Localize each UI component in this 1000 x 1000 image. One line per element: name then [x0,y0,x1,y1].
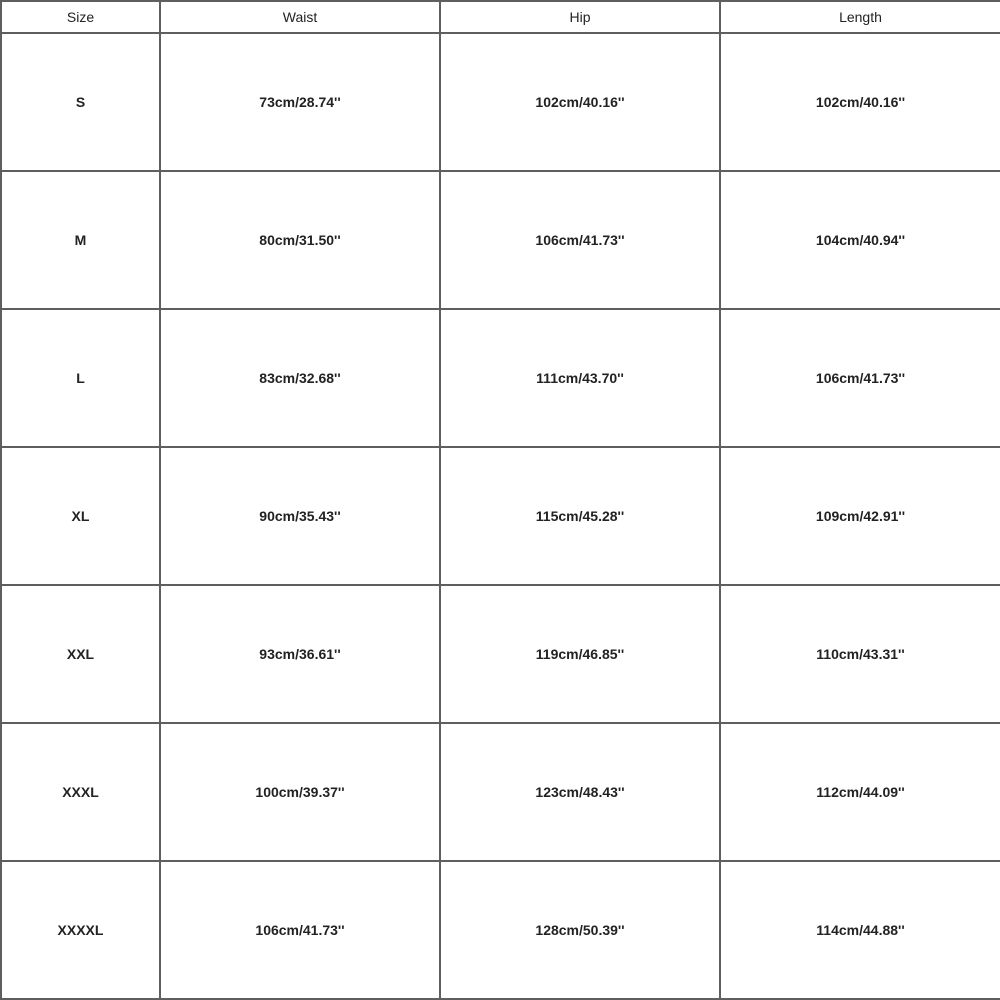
waist-cell: 100cm/39.37'' [160,723,440,861]
size-cell: XXXL [1,723,160,861]
hip-cell: 123cm/48.43'' [440,723,720,861]
hip-cell: 111cm/43.70'' [440,309,720,447]
header-size: Size [1,1,160,33]
length-cell: 114cm/44.88'' [720,861,1000,999]
table-row [1,861,1000,999]
table-header [1,1,1000,33]
waist-cell: 93cm/36.61'' [160,585,440,723]
table-row [1,723,1000,861]
hip-cell: 115cm/45.28'' [440,447,720,585]
hip-cell: 128cm/50.39'' [440,861,720,999]
header-length: Length [720,1,1000,33]
length-cell: 104cm/40.94'' [720,171,1000,309]
header-hip: Hip [440,1,720,33]
size-cell: L [1,309,160,447]
table-row [1,447,1000,585]
size-cell: M [1,171,160,309]
size-cell: S [1,33,160,171]
waist-cell: 90cm/35.43'' [160,447,440,585]
length-cell: 102cm/40.16'' [720,33,1000,171]
waist-cell: 106cm/41.73'' [160,861,440,999]
hip-cell: 119cm/46.85'' [440,585,720,723]
table-body [1,33,1000,999]
length-cell: 106cm/41.73'' [720,309,1000,447]
hip-cell: 106cm/41.73'' [440,171,720,309]
table-row [1,309,1000,447]
waist-cell: 73cm/28.74'' [160,33,440,171]
hip-cell: 102cm/40.16'' [440,33,720,171]
length-cell: 112cm/44.09'' [720,723,1000,861]
table-row [1,585,1000,723]
size-cell: XL [1,447,160,585]
length-cell: 109cm/42.91'' [720,447,1000,585]
size-cell: XXL [1,585,160,723]
size-cell: XXXXL [1,861,160,999]
length-cell: 110cm/43.31'' [720,585,1000,723]
table-row [1,171,1000,309]
header-waist: Waist [160,1,440,33]
waist-cell: 83cm/32.68'' [160,309,440,447]
header-row [1,1,1000,33]
waist-cell: 80cm/31.50'' [160,171,440,309]
table-row [1,33,1000,171]
